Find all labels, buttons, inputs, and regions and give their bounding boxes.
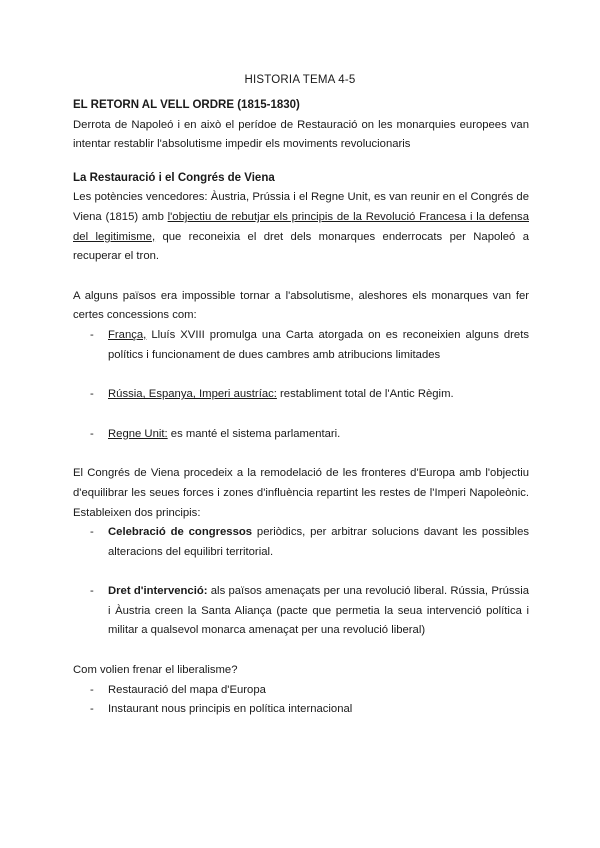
bullet-dash: - [90, 388, 94, 401]
list-item-label: Regne Unit: [108, 427, 168, 440]
list-item [73, 385, 529, 405]
question-text: Com volien frenar el liberalisme? [73, 664, 238, 677]
list-item [73, 700, 529, 720]
list-item-text: es manté el sistema parlamentari. [167, 427, 341, 440]
list-item-text: restabliment total de l'Antic Règim. [276, 388, 454, 401]
paragraph-congres [73, 188, 529, 266]
paragraph-congres-underlined: l'objectiu de rebutjar els principis de la Revolució Francesa i la defensa del legitimisme, [73, 210, 529, 243]
list-item-text: periòdics, per arbitrar solucions davant les possibles alteracions del equilibri territorial. [108, 526, 530, 558]
list-item-text: als països amenaçats per una revolució liberal. Rússia, Prússia i Àustria creen la Santa Aliança (pacte que permetia la seua intervenció política i militar a qualsevol monarca amenaçat per una revolució liberal) [108, 585, 529, 637]
bullet-dash: - [90, 703, 94, 716]
list-item [73, 523, 529, 562]
list-item-label: Dret d'intervenció: [108, 585, 208, 598]
bullet-dash: - [90, 585, 94, 598]
bullet-dash: - [90, 427, 94, 440]
paragraph-fronteres: El Congrés de Viena procedeix a la remodelació de les fronteres d'Europa amb l'objectiu d'equilibrar les seues forces i zones d'influència repartint les restes de l'Imperi Napoleònic. Estableixen dos principis: [73, 467, 529, 519]
concessions-list [73, 326, 529, 444]
list-item-text: Instaurant nous principis en política internacional [108, 703, 353, 716]
list-item [73, 425, 529, 445]
list-item [73, 326, 529, 365]
document-title: HISTORIA TEMA 4-5 [244, 74, 356, 86]
principles-list [73, 523, 529, 641]
paragraph-congres-text-b: que reconeixia el dret dels monarques enderrocats per Napoleó a recuperar el tron. [73, 230, 529, 263]
bullet-dash: - [90, 328, 94, 341]
list-item-label: França, [108, 328, 147, 341]
list-item-text: Lluís XVIII promulga una Carta atorgada on es reconeixien alguns drets polítics i funcionament de dues cambres amb atribucions limitades [108, 328, 529, 361]
bullet-dash: - [90, 683, 94, 696]
list-item [73, 582, 529, 641]
paragraph-congres-text-a: Les potències vencedores: Àustria, Prússia i el Regne Unit, es van reunir en el Congrés de Viena (1815) amb [73, 191, 529, 223]
paragraph-concessions: A alguns països era impossible tornar a l'absolutisme, aleshores els monarques van fer certes concessions com: [73, 289, 529, 322]
answers-list [73, 681, 529, 720]
section-heading-retorn: EL RETORN AL VELL ORDRE (1815-1830) [73, 99, 300, 111]
document-body [73, 96, 529, 720]
list-item-text: Restauració del mapa d'Europa [108, 683, 266, 696]
list-item [73, 681, 529, 701]
list-item-label: Rússia, Espanya, Imperi austríac: [108, 388, 277, 401]
section-heading-congres: La Restauració i el Congrés de Viena [73, 171, 275, 184]
intro-paragraph: Derrota de Napoleó i en això el perídoe de Restauració on les monarquies europees van intentar restablir l'absolutisme impedir els moviments revolucionaris [73, 118, 529, 151]
bullet-dash: - [90, 526, 94, 539]
list-item-label: Celebració de congressos [108, 526, 253, 539]
